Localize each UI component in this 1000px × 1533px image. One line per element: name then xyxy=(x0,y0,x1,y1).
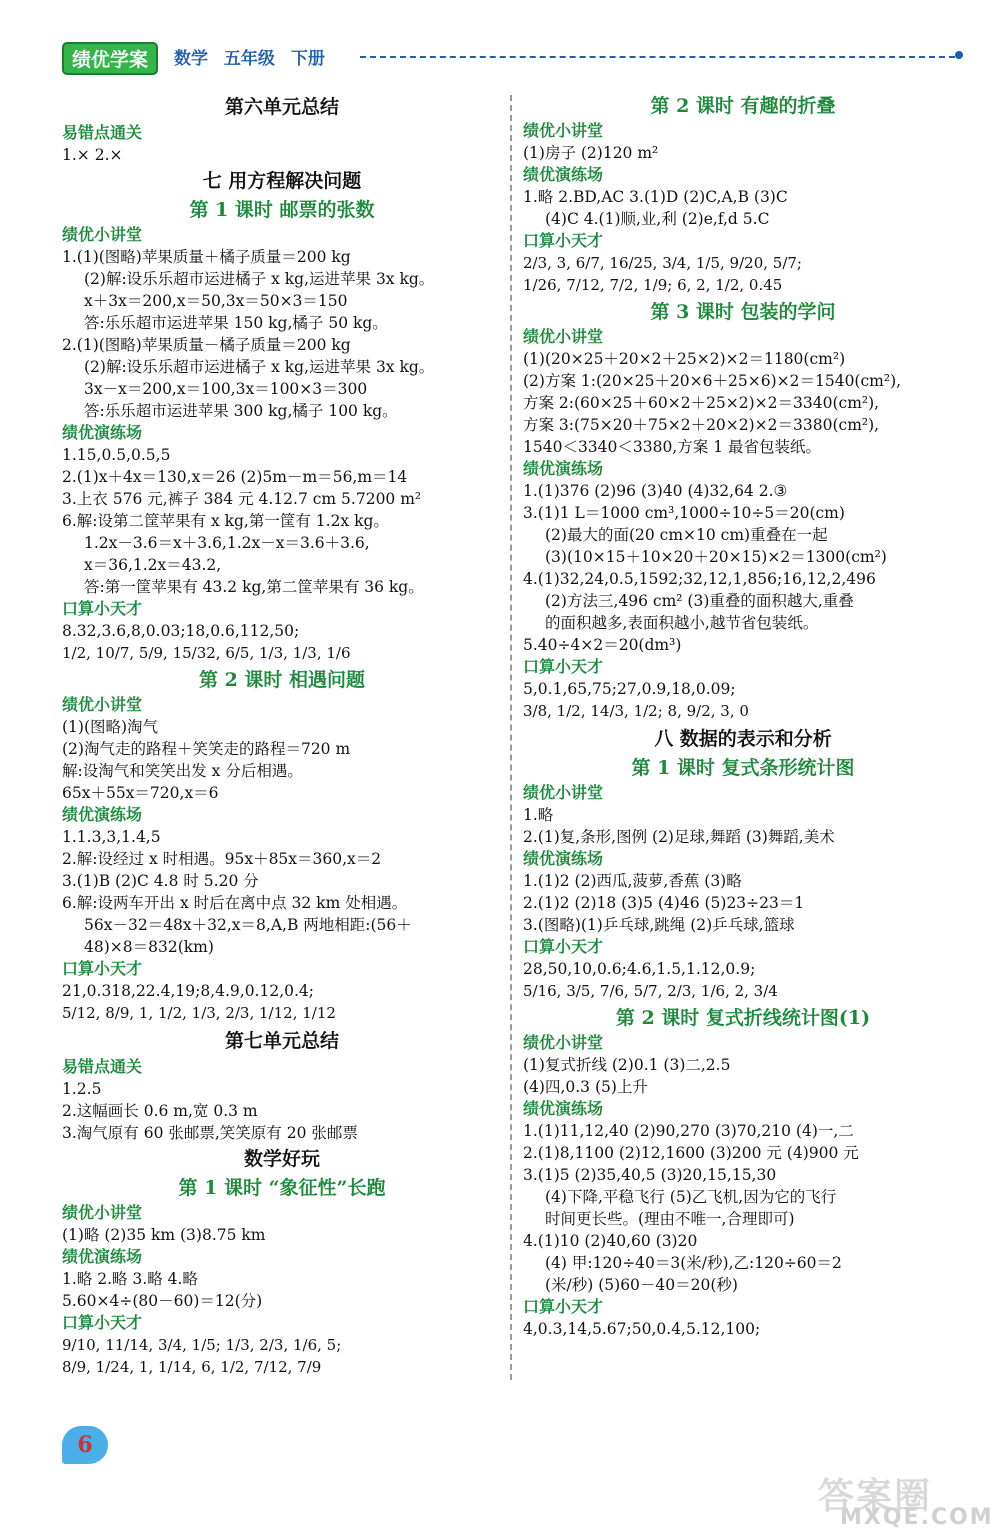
subsection-label: 绩优小讲堂 xyxy=(523,783,604,802)
subsection-label: 口算小天才 xyxy=(523,657,604,676)
page-number: 6 xyxy=(62,1426,108,1464)
answer-line: 方案 3:(75×20＋75×2＋20×2)×2＝3380(cm²), xyxy=(523,416,880,434)
lesson-title: 第 2 课时 有趣的折叠 xyxy=(650,95,836,117)
answer-line: (4)下降,平稳飞行 (5)乙飞机,因为它的飞行 xyxy=(545,1188,837,1206)
answer-line: 1.× 2.× xyxy=(62,146,123,164)
answer-line: 3.(1)B (2)C 4.8 时 5.20 分 xyxy=(62,872,259,890)
answer-line: 5,0.1,65,75;27,0.9,18,0.09; xyxy=(523,680,736,698)
subsection-label: 绩优演练场 xyxy=(523,459,604,478)
answer-line: 1.(1)11,12,40 (2)90,270 (3)70,210 (4)一,二 xyxy=(523,1122,854,1140)
lesson-title: 第 3 课时 包装的学问 xyxy=(650,301,836,323)
answer-line: 3x－x＝200,x＝100,3x＝100×3＝300 xyxy=(84,380,368,398)
answer-line: 56x－32＝48x＋32,x＝8,A,B 两地相距:(56＋ xyxy=(84,916,412,934)
answer-line: 28,50,10,0.6;4.6,1.5,1.12,0.9; xyxy=(523,960,756,978)
answer-line: 4.(1)10 (2)40,60 (3)20 xyxy=(523,1232,698,1250)
answer-line: (4)C 4.(1)顺,业,利 (2)e,f,d 5.C xyxy=(545,210,770,228)
subsection-label: 绩优演练场 xyxy=(523,849,604,868)
answer-line: 21,0.318,22.4,19;8,4.9,0.12,0.4; xyxy=(62,982,315,1000)
answer-line: x＝36,1.2x＝43.2, xyxy=(84,556,222,574)
answer-line: (2)解:设乐乐超市运进橘子 x kg,运进苹果 3x kg。 xyxy=(84,358,435,376)
section-title: 第六单元总结 xyxy=(224,96,339,118)
answer-line: 4,0.3,14,5.67;50,0.4,5.12,100; xyxy=(523,1320,761,1338)
answer-line: 2.(1)8,1100 (2)12,1600 (3)200 元 (4)900 元 xyxy=(523,1144,859,1162)
subsection-label: 绩优小讲堂 xyxy=(523,327,604,346)
answer-line: (1)(20×25＋20×2＋25×2)×2＝1180(cm²) xyxy=(523,350,846,368)
fraction-row: 9/10, 11/14, 3/4, 1/5; 1/3, 2/3, 1/6, 5; xyxy=(62,1336,342,1354)
answer-line: 6.解:设第二筐苹果有 x kg,第一筐有 1.2x kg。 xyxy=(62,512,389,530)
subsection-label: 绩优演练场 xyxy=(62,423,143,442)
lesson-title: 第 2 课时 复式折线统计图(1) xyxy=(615,1007,871,1029)
answer-line: (2)最大的面(20 cm×10 cm)重叠在一起 xyxy=(545,526,828,544)
answer-line: (米/秒) (5)60－40＝20(秒) xyxy=(545,1276,738,1294)
answer-line: 方案 2:(60×25＋60×2＋25×2)×2＝3340(cm²), xyxy=(523,394,880,412)
answer-line: 2.(1)(图略)苹果质量－橘子质量＝200 kg xyxy=(62,336,351,354)
section-title: 八 数据的表示和分析 xyxy=(654,728,832,750)
header-dot xyxy=(955,51,963,59)
fraction-row: 1/2, 10/7, 5/9, 15/32, 6/5, 1/3, 1/3, 1/6 xyxy=(62,644,351,662)
answer-line: 2.(1)复,条形,图例 (2)足球,舞蹈 (3)舞蹈,美术 xyxy=(523,828,835,846)
answer-line: 1540＜3340＜3380,方案 1 最省包装纸。 xyxy=(523,438,821,456)
left-column xyxy=(62,92,502,1380)
answer-line: 1.2x－3.6＝x＋3.6,1.2x－x＝3.6＋3.6, xyxy=(84,534,370,552)
subsection-label: 绩优小讲堂 xyxy=(62,1203,143,1222)
subsection-label: 口算小天才 xyxy=(62,599,143,618)
answer-line: (2)解:设乐乐超市运进橘子 x kg,运进苹果 3x kg。 xyxy=(84,270,435,288)
subsection-label: 易错点通关 xyxy=(62,1057,143,1076)
answer-line: 1.略 2.BD,AC 3.(1)D (2)C,A,B (3)C xyxy=(523,188,788,206)
answer-line: 2.解:设经过 x 时相遇。95x＋85x＝360,x＝2 xyxy=(62,850,382,868)
answer-line: 1.1.3,3,1.4,5 xyxy=(62,828,161,846)
subsection-label: 口算小天才 xyxy=(523,937,604,956)
subsection-label: 口算小天才 xyxy=(62,1313,143,1332)
subsection-label: 绩优小讲堂 xyxy=(523,1033,604,1052)
subsection-label: 绩优演练场 xyxy=(62,1247,143,1266)
subsection-label: 绩优小讲堂 xyxy=(523,121,604,140)
answer-line: 5.60×4÷(80－60)＝12(分) xyxy=(62,1292,263,1310)
answer-line: 1.15,0.5,0.5,5 xyxy=(62,446,171,464)
answer-line: 3.(图略)(1)乒乓球,跳绳 (2)乒乓球,篮球 xyxy=(523,916,795,934)
subsection-label: 绩优小讲堂 xyxy=(62,225,143,244)
section-title: 第七单元总结 xyxy=(224,1030,339,1052)
subsection-label: 绩优演练场 xyxy=(523,165,604,184)
answer-line: 3.上衣 576 元,裤子 384 元 4.12.7 cm 5.7200 m² xyxy=(62,490,422,508)
answer-line: 1.(1)(图略)苹果质量＋橘子质量＝200 kg xyxy=(62,248,351,266)
answer-line: 1.2.5 xyxy=(62,1080,102,1098)
column-divider xyxy=(510,95,512,1380)
subsection-label: 口算小天才 xyxy=(523,231,604,250)
answer-line: 2.这幅画长 0.6 m,宽 0.3 m xyxy=(62,1102,258,1120)
header-dashed-line xyxy=(360,56,955,58)
lesson-title: 第 2 课时 相遇问题 xyxy=(198,669,366,691)
fraction-row: 2/3, 3, 6/7, 16/25, 3/4, 1/5, 9/20, 5/7; xyxy=(523,254,802,272)
brand-badge: 绩优学案 xyxy=(62,42,158,75)
fraction-row: 3/8, 1/2, 14/3, 1/2; 8, 9/2, 3, 0 xyxy=(523,702,749,720)
answer-line: 5.40÷4×2＝20(dm³) xyxy=(523,636,682,654)
lesson-title: 第 1 课时 “象征性”长跑 xyxy=(178,1177,386,1199)
answer-line: 48)×8＝832(km) xyxy=(84,938,214,956)
answer-line: 1.(1)376 (2)96 (3)40 (4)32,64 2.③ xyxy=(523,482,788,500)
fraction-row: 5/16, 3/5, 7/6, 5/7, 2/3, 1/6, 2, 3/4 xyxy=(523,982,778,1000)
subsection-label: 口算小天才 xyxy=(523,1297,604,1316)
answer-line: (1)略 (2)35 km (3)8.75 km xyxy=(62,1226,266,1244)
section-title: 七 用方程解决问题 xyxy=(202,170,362,192)
answer-line: 2.(1)2 (2)18 (3)5 (4)46 (5)23÷23＝1 xyxy=(523,894,805,912)
answer-line: 1.略 xyxy=(523,806,554,824)
answer-line: 8.32,3.6,8,0.03;18,0.6,112,50; xyxy=(62,622,300,640)
answer-line: 答:乐乐超市运进苹果 150 kg,橘子 50 kg。 xyxy=(84,314,388,332)
answer-line: (3)(10×15＋10×20＋20×15)×2＝1300(cm²) xyxy=(545,548,887,566)
answer-line: 65x＋55x＝720,x＝6 xyxy=(62,784,219,802)
answer-line: (4) 甲:120÷40＝3(米/秒),乙:120÷60＝2 xyxy=(545,1254,842,1272)
answer-line: (2)淘气走的路程＋笑笑走的路程＝720 m xyxy=(62,740,351,758)
answer-line: 的面积越多,表面积越小,越节省包装纸。 xyxy=(545,614,819,632)
subsection-label: 绩优演练场 xyxy=(62,805,143,824)
fraction-row: 1/26, 7/12, 7/2, 1/9; 6, 2, 1/2, 0.45 xyxy=(523,276,783,294)
lesson-title: 第 1 课时 复式条形统计图 xyxy=(631,757,855,779)
subsection-label: 口算小天才 xyxy=(62,959,143,978)
answer-line: 答:乐乐超市运进苹果 300 kg,橘子 100 kg。 xyxy=(84,402,398,420)
subsection-label: 易错点通关 xyxy=(62,123,143,142)
answer-line: (1)复式折线 (2)0.1 (3)二,2.5 xyxy=(523,1056,731,1074)
watermark-logo: 答案圈 xyxy=(818,1476,933,1517)
watermark-url: MXQE.COM xyxy=(840,1505,994,1530)
subsection-label: 绩优演练场 xyxy=(523,1099,604,1118)
answer-line: 3.(1)1 L＝1000 cm³,1000÷10÷5＝20(cm) xyxy=(523,504,845,522)
answer-line: (1)房子 (2)120 m² xyxy=(523,144,659,162)
answer-line: (2)方案 1:(20×25＋20×6＋25×6)×2＝1540(cm²), xyxy=(523,372,902,390)
header-subject: 数学 五年级 下册 xyxy=(174,49,325,69)
answer-line: 3.淘气原有 60 张邮票,笑笑原有 20 张邮票 xyxy=(62,1124,358,1142)
answer-line: 6.解:设两车开出 x 时后在离中点 32 km 处相遇。 xyxy=(62,894,408,912)
subsection-label: 绩优小讲堂 xyxy=(62,695,143,714)
answer-line: 解:设淘气和笑笑出发 x 分后相遇。 xyxy=(62,762,303,780)
answer-line: 3.(1)5 (2)35,40,5 (3)20,15,15,30 xyxy=(523,1166,777,1184)
answer-line: 1.略 2.略 3.略 4.略 xyxy=(62,1270,198,1288)
lesson-title: 第 1 课时 邮票的张数 xyxy=(189,199,375,221)
right-column xyxy=(523,92,963,1340)
answer-line: x＋3x＝200,x＝50,3x＝50×3＝150 xyxy=(84,292,348,310)
page-header xyxy=(62,40,962,70)
fraction-row: 5/12, 8/9, 1, 1/2, 1/3, 2/3, 1/12, 1/12 xyxy=(62,1004,336,1022)
fraction-row: 8/9, 1/24, 1, 1/14, 6, 1/2, 7/12, 7/9 xyxy=(62,1358,322,1376)
answer-line: 4.(1)32,24,0.5,1592;32,12,1,856;16,12,2,496 xyxy=(523,570,876,588)
answer-line: 2.(1)x＋4x＝130,x＝26 (2)5m－m＝56,m＝14 xyxy=(62,468,408,486)
answer-line: (1)(图略)淘气 xyxy=(62,718,159,736)
answer-line: 时间更长些。(理由不唯一,合理即可) xyxy=(545,1210,795,1228)
answer-line: (2)方法三,496 cm² (3)重叠的面积越大,重叠 xyxy=(545,592,854,610)
answer-line: 1.(1)2 (2)西瓜,菠萝,香蕉 (3)略 xyxy=(523,872,742,890)
answer-line: (4)四,0.3 (5)上升 xyxy=(523,1078,648,1096)
section-title: 数学好玩 xyxy=(243,1148,320,1170)
answer-line: 答:第一筐苹果有 43.2 kg,第二筐苹果有 36 kg。 xyxy=(84,578,424,596)
